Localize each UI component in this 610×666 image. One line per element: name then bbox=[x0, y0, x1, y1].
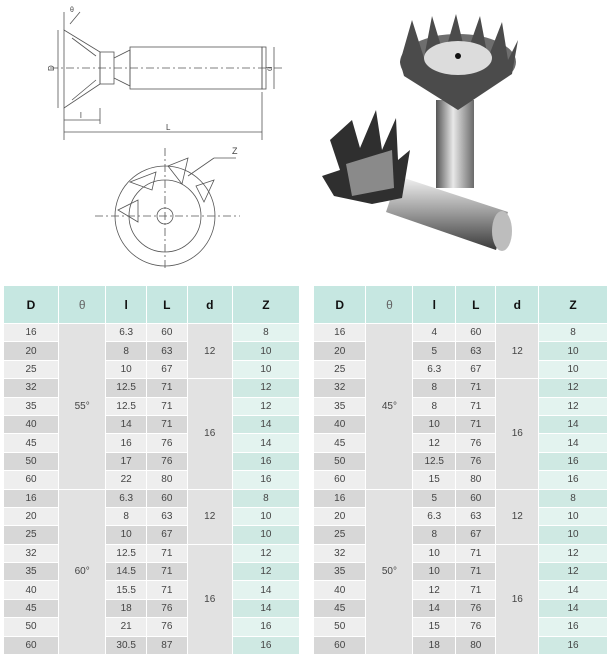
cell-D: 32 bbox=[314, 379, 365, 396]
table-row bbox=[314, 342, 607, 359]
table-row bbox=[314, 398, 607, 415]
cell-l: 18 bbox=[106, 600, 146, 617]
cell-D: 16 bbox=[314, 324, 365, 341]
cell-Z: 16 bbox=[233, 637, 299, 654]
cell-L: 60 bbox=[147, 324, 187, 341]
cell-l: 5 bbox=[413, 490, 455, 507]
table-row bbox=[314, 637, 607, 654]
cell-L: 67 bbox=[456, 361, 495, 378]
cell-l: 21 bbox=[106, 618, 146, 635]
cell-Z: 14 bbox=[539, 416, 607, 433]
cell-L: 76 bbox=[147, 618, 187, 635]
cell-L: 67 bbox=[456, 526, 495, 543]
cell-d: 16 bbox=[496, 379, 538, 488]
cell-D: 16 bbox=[4, 324, 58, 341]
cell-l: 8 bbox=[413, 398, 455, 415]
cell-l: 12.5 bbox=[106, 398, 146, 415]
table-row bbox=[4, 434, 299, 451]
cell-Z: 12 bbox=[233, 563, 299, 580]
cell-Z: 14 bbox=[539, 434, 607, 451]
cell-l: 17 bbox=[106, 453, 146, 470]
table-row bbox=[314, 581, 607, 598]
cell-D: 50 bbox=[314, 453, 365, 470]
table-row bbox=[314, 563, 607, 580]
cell-D: 16 bbox=[4, 490, 58, 507]
cell-theta: 55° bbox=[59, 324, 105, 489]
cell-Z: 12 bbox=[539, 545, 607, 562]
cell-l: 16 bbox=[106, 434, 146, 451]
cell-D: 60 bbox=[314, 637, 365, 654]
cell-D: 35 bbox=[314, 398, 365, 415]
cell-l: 18 bbox=[413, 637, 455, 654]
cell-l: 4 bbox=[413, 324, 455, 341]
cell-L: 76 bbox=[147, 434, 187, 451]
cell-theta: 60° bbox=[59, 490, 105, 655]
cell-L: 71 bbox=[147, 581, 187, 598]
table-row bbox=[4, 471, 299, 488]
table-row bbox=[4, 361, 299, 378]
cell-D: 60 bbox=[314, 471, 365, 488]
cell-Z: 12 bbox=[539, 563, 607, 580]
cell-l: 6.3 bbox=[106, 324, 146, 341]
header-theta: θ bbox=[366, 286, 412, 323]
dim-label-Z: Z bbox=[232, 146, 238, 156]
cell-D: 32 bbox=[4, 545, 58, 562]
cell-d: 12 bbox=[188, 490, 232, 544]
cell-Z: 16 bbox=[539, 637, 607, 654]
table-row bbox=[4, 416, 299, 433]
cell-l: 8 bbox=[413, 526, 455, 543]
cell-L: 71 bbox=[147, 398, 187, 415]
cell-D: 50 bbox=[4, 453, 58, 470]
cell-l: 15.5 bbox=[106, 581, 146, 598]
cell-l: 22 bbox=[106, 471, 146, 488]
table-row bbox=[4, 342, 299, 359]
cell-L: 63 bbox=[147, 508, 187, 525]
cell-L: 76 bbox=[456, 453, 495, 470]
cell-D: 20 bbox=[314, 508, 365, 525]
cell-D: 32 bbox=[314, 545, 365, 562]
table-row bbox=[4, 618, 299, 635]
cell-D: 45 bbox=[314, 434, 365, 451]
cell-L: 71 bbox=[456, 563, 495, 580]
cell-theta: 50° bbox=[366, 490, 412, 655]
cell-L: 87 bbox=[147, 637, 187, 654]
cell-D: 50 bbox=[4, 618, 58, 635]
cell-l: 12.5 bbox=[106, 545, 146, 562]
cell-Z: 12 bbox=[233, 398, 299, 415]
cell-Z: 16 bbox=[539, 471, 607, 488]
cell-L: 71 bbox=[456, 379, 495, 396]
cell-L: 71 bbox=[147, 563, 187, 580]
cell-Z: 10 bbox=[233, 342, 299, 359]
cell-L: 76 bbox=[456, 600, 495, 617]
cell-D: 50 bbox=[314, 618, 365, 635]
cell-Z: 16 bbox=[233, 453, 299, 470]
cell-l: 12.5 bbox=[413, 453, 455, 470]
cell-L: 71 bbox=[456, 398, 495, 415]
cell-l: 10 bbox=[106, 526, 146, 543]
cell-L: 67 bbox=[147, 526, 187, 543]
cell-D: 25 bbox=[4, 361, 58, 378]
cell-L: 63 bbox=[456, 342, 495, 359]
cell-L: 76 bbox=[456, 434, 495, 451]
cell-Z: 14 bbox=[233, 434, 299, 451]
table-row bbox=[4, 637, 299, 654]
cell-L: 71 bbox=[147, 379, 187, 396]
cell-L: 71 bbox=[456, 416, 495, 433]
cell-l: 12 bbox=[413, 581, 455, 598]
illustration-area bbox=[0, 0, 610, 280]
cell-Z: 10 bbox=[233, 526, 299, 543]
cell-L: 71 bbox=[147, 416, 187, 433]
side-view-drawing bbox=[50, 12, 285, 140]
cell-L: 63 bbox=[456, 508, 495, 525]
table-row bbox=[4, 324, 299, 341]
cell-D: 25 bbox=[314, 361, 365, 378]
spec-table-left bbox=[3, 285, 300, 655]
cell-l: 10 bbox=[413, 563, 455, 580]
cell-L: 60 bbox=[456, 490, 495, 507]
cell-l: 8 bbox=[106, 508, 146, 525]
cell-l: 14.5 bbox=[106, 563, 146, 580]
header-d: d bbox=[496, 286, 538, 323]
table-header-row bbox=[314, 286, 607, 323]
dim-label-D: D bbox=[47, 65, 56, 71]
cell-D: 60 bbox=[4, 637, 58, 654]
cell-Z: 10 bbox=[539, 361, 607, 378]
cell-Z: 10 bbox=[539, 526, 607, 543]
cell-l: 12.5 bbox=[106, 379, 146, 396]
dim-label-d: d bbox=[265, 66, 274, 71]
table-row bbox=[4, 398, 299, 415]
cell-l: 10 bbox=[106, 361, 146, 378]
header-L: L bbox=[147, 286, 187, 323]
cell-theta: 45° bbox=[366, 324, 412, 489]
header-Z: Z bbox=[233, 286, 299, 323]
header-D: D bbox=[314, 286, 365, 323]
cell-L: 60 bbox=[147, 490, 187, 507]
cell-D: 25 bbox=[4, 526, 58, 543]
cell-Z: 10 bbox=[233, 361, 299, 378]
header-d: d bbox=[188, 286, 232, 323]
cell-Z: 14 bbox=[233, 581, 299, 598]
table-row bbox=[314, 508, 607, 525]
cell-l: 6.3 bbox=[413, 361, 455, 378]
cell-D: 35 bbox=[314, 563, 365, 580]
cell-Z: 12 bbox=[233, 379, 299, 396]
cell-Z: 12 bbox=[539, 398, 607, 415]
spec-table-right bbox=[313, 285, 608, 655]
table-row bbox=[314, 526, 607, 543]
cell-L: 76 bbox=[147, 453, 187, 470]
table-header-row bbox=[4, 286, 299, 323]
cell-D: 32 bbox=[4, 379, 58, 396]
cell-D: 40 bbox=[4, 416, 58, 433]
cell-l: 14 bbox=[413, 600, 455, 617]
dim-label-l: l bbox=[80, 111, 82, 120]
table-row bbox=[314, 416, 607, 433]
table-row bbox=[314, 361, 607, 378]
cell-Z: 14 bbox=[539, 581, 607, 598]
table-row bbox=[314, 434, 607, 451]
table-row bbox=[314, 453, 607, 470]
header-l: l bbox=[106, 286, 146, 323]
cell-D: 20 bbox=[314, 342, 365, 359]
cell-l: 8 bbox=[413, 379, 455, 396]
cell-D: 25 bbox=[314, 526, 365, 543]
cell-D: 40 bbox=[4, 581, 58, 598]
table-row bbox=[4, 545, 299, 562]
cell-l: 30.5 bbox=[106, 637, 146, 654]
cell-L: 60 bbox=[456, 324, 495, 341]
dim-label-L: L bbox=[166, 123, 171, 132]
cell-L: 71 bbox=[456, 581, 495, 598]
cell-Z: 8 bbox=[233, 324, 299, 341]
cell-L: 71 bbox=[147, 545, 187, 562]
table-row bbox=[4, 600, 299, 617]
cell-D: 45 bbox=[314, 600, 365, 617]
cell-Z: 16 bbox=[539, 618, 607, 635]
cell-Z: 14 bbox=[539, 600, 607, 617]
cell-Z: 12 bbox=[233, 545, 299, 562]
cell-l: 10 bbox=[413, 545, 455, 562]
cell-L: 71 bbox=[456, 545, 495, 562]
cell-D: 60 bbox=[4, 471, 58, 488]
cell-Z: 10 bbox=[539, 342, 607, 359]
cell-d: 12 bbox=[496, 490, 538, 544]
cell-d: 16 bbox=[496, 545, 538, 654]
cell-Z: 14 bbox=[233, 416, 299, 433]
cell-l: 12 bbox=[413, 434, 455, 451]
cell-D: 45 bbox=[4, 600, 58, 617]
table-row bbox=[4, 453, 299, 470]
cell-l: 14 bbox=[106, 416, 146, 433]
table-row bbox=[314, 324, 607, 341]
cell-L: 80 bbox=[456, 637, 495, 654]
cell-Z: 16 bbox=[233, 618, 299, 635]
cell-D: 45 bbox=[4, 434, 58, 451]
cell-L: 80 bbox=[456, 471, 495, 488]
cell-L: 76 bbox=[147, 600, 187, 617]
header-D: D bbox=[4, 286, 58, 323]
cell-l: 15 bbox=[413, 471, 455, 488]
cell-D: 16 bbox=[314, 490, 365, 507]
table-row bbox=[314, 490, 607, 507]
table-row bbox=[4, 490, 299, 507]
table-row bbox=[314, 545, 607, 562]
header-l: l bbox=[413, 286, 455, 323]
cell-L: 63 bbox=[147, 342, 187, 359]
cell-d: 16 bbox=[188, 545, 232, 654]
table-row bbox=[4, 563, 299, 580]
header-L: L bbox=[456, 286, 495, 323]
cell-d: 12 bbox=[188, 324, 232, 378]
cell-Z: 14 bbox=[233, 600, 299, 617]
cell-Z: 8 bbox=[539, 490, 607, 507]
cell-l: 5 bbox=[413, 342, 455, 359]
table-row bbox=[4, 581, 299, 598]
cell-l: 10 bbox=[413, 416, 455, 433]
cell-L: 76 bbox=[456, 618, 495, 635]
table-row bbox=[314, 379, 607, 396]
cell-D: 20 bbox=[4, 508, 58, 525]
cell-d: 16 bbox=[188, 379, 232, 488]
cell-Z: 8 bbox=[233, 490, 299, 507]
header-theta: θ bbox=[59, 286, 105, 323]
table-row bbox=[4, 379, 299, 396]
cell-D: 40 bbox=[314, 581, 365, 598]
cell-D: 35 bbox=[4, 563, 58, 580]
cell-l: 15 bbox=[413, 618, 455, 635]
cell-l: 8 bbox=[106, 342, 146, 359]
cell-d: 12 bbox=[496, 324, 538, 378]
cell-Z: 10 bbox=[539, 508, 607, 525]
cell-D: 20 bbox=[4, 342, 58, 359]
cell-L: 80 bbox=[147, 471, 187, 488]
cell-Z: 16 bbox=[233, 471, 299, 488]
cell-Z: 12 bbox=[539, 379, 607, 396]
cell-Z: 16 bbox=[539, 453, 607, 470]
table-row bbox=[314, 471, 607, 488]
cell-L: 67 bbox=[147, 361, 187, 378]
dim-label-theta: θ bbox=[70, 7, 74, 14]
cell-D: 40 bbox=[314, 416, 365, 433]
cell-Z: 10 bbox=[233, 508, 299, 525]
header-Z: Z bbox=[539, 286, 607, 323]
cell-Z: 8 bbox=[539, 324, 607, 341]
cell-l: 6.3 bbox=[106, 490, 146, 507]
cell-D: 35 bbox=[4, 398, 58, 415]
cell-l: 6.3 bbox=[413, 508, 455, 525]
table-row bbox=[314, 600, 607, 617]
table-row bbox=[314, 618, 607, 635]
table-row bbox=[4, 526, 299, 543]
front-view-drawing bbox=[95, 148, 240, 270]
cutter-photo bbox=[322, 14, 518, 251]
table-row bbox=[4, 508, 299, 525]
